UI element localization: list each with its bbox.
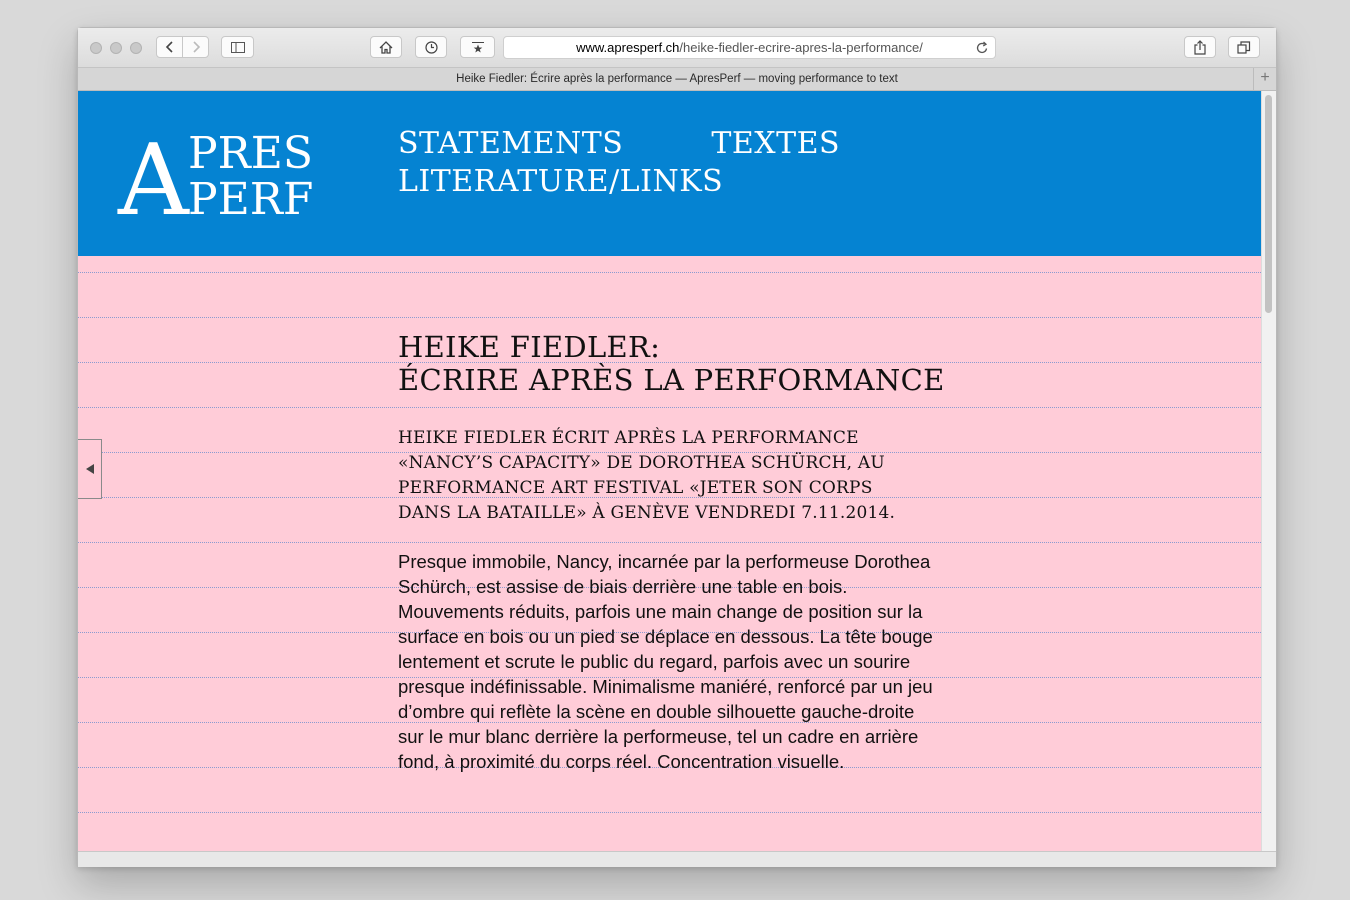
reload-icon <box>976 41 989 55</box>
tab-title[interactable]: Heike Fiedler: Écrire après la performance — ApresPerf — moving performance to text <box>456 73 898 85</box>
home-button[interactable] <box>370 36 402 58</box>
back-button[interactable] <box>156 36 183 58</box>
address-bar[interactable] <box>503 36 996 59</box>
page-viewport <box>78 91 1276 851</box>
scrollbar-thumb[interactable] <box>1265 95 1272 313</box>
vertical-scrollbar[interactable] <box>1261 91 1276 851</box>
logo-line2: PERF <box>188 174 314 225</box>
home-icon <box>379 41 393 54</box>
article-title-line2: ÉCRIRE APRÈS LA PERFORMANCE <box>398 363 945 397</box>
url-path: /heike-fiedler-ecrire-apres-la-performance/ <box>679 40 923 55</box>
article-title-line1: HEIKE FIEDLER: <box>398 330 661 364</box>
star-icon <box>471 41 485 54</box>
article-lead: HEIKE FIEDLER ÉCRIT APRÈS LA PERFORMANCE «NANCY’S CAPACITY» DE DOROTHEA SCHÜRCH, AU PERFORMANCE ART FESTIVAL «JETER SON CORPS DANS LA BATAILLE» À GENÈVE VENDREDI 7.11.2014. <box>398 428 896 523</box>
share-button[interactable] <box>1184 36 1216 58</box>
close-window-button[interactable] <box>90 42 102 54</box>
bookmarks-button[interactable] <box>460 36 495 58</box>
tabs-overview-button[interactable] <box>1228 36 1260 58</box>
tabs-icon <box>1237 41 1251 54</box>
rule-line <box>78 317 1261 318</box>
nav-statements[interactable]: STATEMENTS <box>398 126 624 161</box>
site-header <box>78 91 1261 256</box>
rule-line <box>78 812 1261 813</box>
article-title <box>398 331 945 397</box>
share-icon <box>1194 40 1206 55</box>
main-nav <box>398 125 840 201</box>
chevron-left-icon <box>165 41 175 53</box>
side-panel-toggle[interactable] <box>78 439 102 499</box>
rule-line <box>78 407 1261 408</box>
sidebar-icon <box>231 42 245 53</box>
logo-initial: A <box>118 124 189 238</box>
zoom-window-button[interactable] <box>130 42 142 54</box>
tab-bar <box>78 68 1276 91</box>
site-logo[interactable] <box>118 124 314 238</box>
history-button[interactable] <box>415 36 447 58</box>
reload-button[interactable] <box>976 40 989 61</box>
browser-toolbar <box>78 28 1276 68</box>
browser-window <box>77 27 1277 867</box>
forward-button[interactable] <box>182 36 209 58</box>
chevron-right-icon <box>191 41 201 53</box>
plus-icon: + <box>1260 69 1270 86</box>
nav-literature-links[interactable]: LITERATURE/LINKS <box>398 164 724 199</box>
nav-textes[interactable]: TEXTES <box>711 126 841 161</box>
new-tab-button[interactable] <box>1253 68 1276 90</box>
window-bottom-bar <box>78 851 1276 867</box>
triangle-left-icon <box>85 463 95 475</box>
rule-line <box>78 542 1261 543</box>
article-body: Presque immobile, Nancy, incarnée par la performeuse Dorothea Schürch, est assise de biais derrière une table en bois. Mouvements réduits, parfois une main change de position sur la surface en bois ou un pied se déplace en dessous. La tête bouge lentement et scrute le public du regard, parfois avec un sourire presque indéfinissable. Minimalisme maniéré, renforcé par un jeu d’ombre qui reflète la scène en double silhouette gauche-droite sur le mur blanc derrière la performeuse, tel un cadre en arrière fond, à proximité du corps réel. Concentration visuelle. <box>398 551 933 772</box>
sidebar-button[interactable] <box>221 36 254 58</box>
logo-line1: PRES <box>188 128 313 179</box>
rule-line <box>78 272 1261 273</box>
url-domain: www.apresperf.ch <box>576 40 680 55</box>
clock-icon <box>425 41 438 54</box>
minimize-window-button[interactable] <box>110 42 122 54</box>
